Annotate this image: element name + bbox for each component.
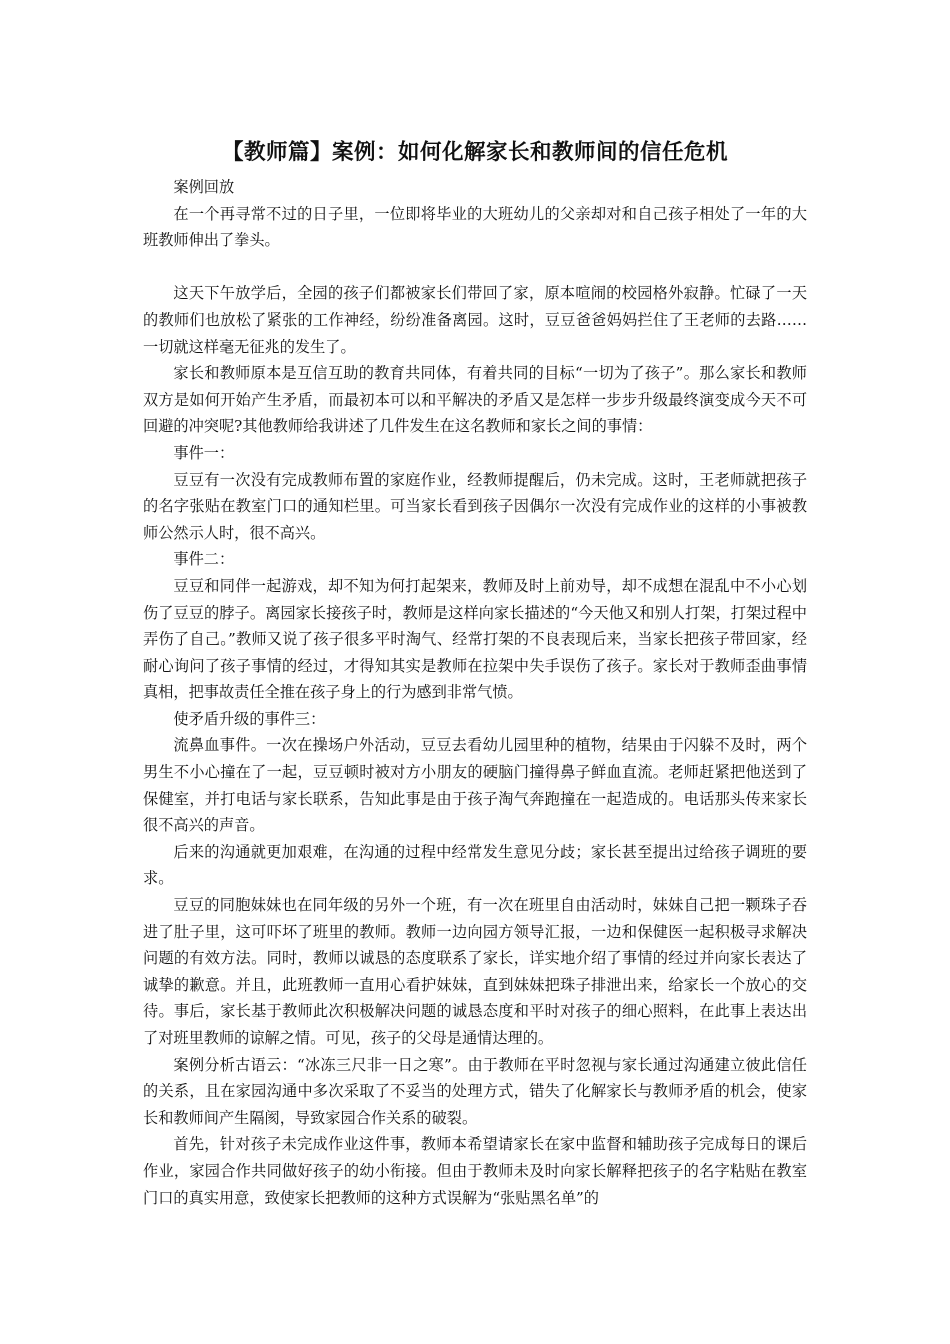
paragraph-event-heading: 事件一： [173, 443, 235, 462]
paragraph: 豆豆有一次没有完成教师布置的家庭作业，经教师提醒后，仍未完成。这时，王老师就把孩子的名字张贴在教室门口的通知栏里。可当家长看到孩子因偶尔一次没有完成作业的这样的小事被教师公然示人时，很不高兴。 [143, 470, 807, 542]
paragraph: 首先，针对孩子未完成作业这件事，教师本希望请家长在家中监督和辅助孩子完成每日的课后作业，家园合作共同做好孩子的幼小衔接。但由于教师未及时向家长解释把孩子的名字粘贴在教室门口的真实用意，致使家长把教师的这种方式误解为“张贴黑名单”的 [143, 1135, 807, 1207]
document-title: 【教师篇】案例：如何化解家长和教师间的信任危机 [221, 140, 728, 165]
paragraph: 豆豆的同胞妹妹也在同年级的另外一个班，有一次在班里自由活动时，妹妹自己把一颗珠子吞进了肚子里，这可吓坏了班里的教师。教师一边向园方领导汇报，一边和保健医一起积极寻求解决问题的有效方法。同时，教师以诚恳的态度联系了家长，详实地介绍了事情的经过并向家长表达了诚挚的歉意。并且，此班教师一直用心看护妹妹，直到妹妹把珠子排泄出来，给家长一个放心的交待。事后，家长基于教师此次积极解决问题的诚恳态度和平时对孩子的细心照料，在此事上表达出了对班里教师的谅解之情。可见，孩子的父母是通情达理的。 [143, 896, 807, 1047]
paragraph: 后来的沟通就更加艰难，在沟通的过程中经常发生意见分歧；家长甚至提出过给孩子调班的要求。 [143, 842, 807, 888]
paragraph: 在一个再寻常不过的日子里，一位即将毕业的大班幼儿的父亲却对和自己孩子相处了一年的大班教师伸出了拳头。 [143, 204, 807, 250]
paragraph: 流鼻血事件。一次在操场户外活动，豆豆去看幼儿园里种的植物，结果由于闪躲不及时，两个男生不小心撞在了一起，豆豆顿时被对方小朋友的硬脑门撞得鼻子鲜血直流。老师赶紧把他送到了保健室，并打电话与家长联系，告知此事是由于孩子淘气奔跑撞在一起造成的。电话那头传来家长很不高兴的声音。 [143, 736, 807, 835]
paragraph: 豆豆和同伴一起游戏，却不知为何打起架来，教师及时上前劝导，却不成想在混乱中不小心划伤了豆豆的脖子。离园家长接孩子时，教师是这样向家长描述的“今天他又和别人打架，打架过程中弄伤了自己。”教师又说了孩子很多平时淘气、经常打架的不良表现后来，当家长把孩子带回家，经耐心询问了孩子事情的经过，才得知其实是教师在拉架中失手误伤了孩子。家长对于教师歪曲事情真相，把事故责任全推在孩子身上的行为感到非常气愤。 [143, 576, 807, 702]
paragraph-analysis: 案例分析古语云：“冰冻三尺非一日之寒”。由于教师在平时忽视与家长通过沟通建立彼此信任的关系，且在家园沟通中多次采取了不妥当的处理方式，错失了化解家长与教师矛盾的机会，使家长和教师间产生隔阂，导致家园合作关系的破裂。 [143, 1055, 807, 1127]
paragraph: 这天下午放学后，全园的孩子们都被家长们带回了家，原本喧闹的校园格外寂静。忙碌了一天的教师们也放松了紧张的工作神经，纷纷准备离园。这时，豆豆爸爸妈妈拦住了王老师的去路……一切就这样毫无征兆的发生了。 [143, 284, 807, 356]
document-body [143, 174, 807, 1211]
document-page [143, 136, 807, 1211]
paragraph-section-heading: 案例回放 [173, 178, 235, 196]
blank-line [143, 254, 807, 281]
paragraph-event-heading: 事件二： [173, 550, 235, 569]
paragraph-event-heading: 使矛盾升级的事件三： [173, 709, 326, 728]
paragraph: 家长和教师原本是互信互助的教育共同体，有着共同的目标“一切为了孩子”。那么家长和教师双方是如何开始产生矛盾，而最初本可以和平解决的矛盾又是怎样一步步升级最终演变成今天不可回避的冲突呢?其他教师给我讲述了几件发生在这名教师和家长之间的事情： [143, 364, 807, 436]
